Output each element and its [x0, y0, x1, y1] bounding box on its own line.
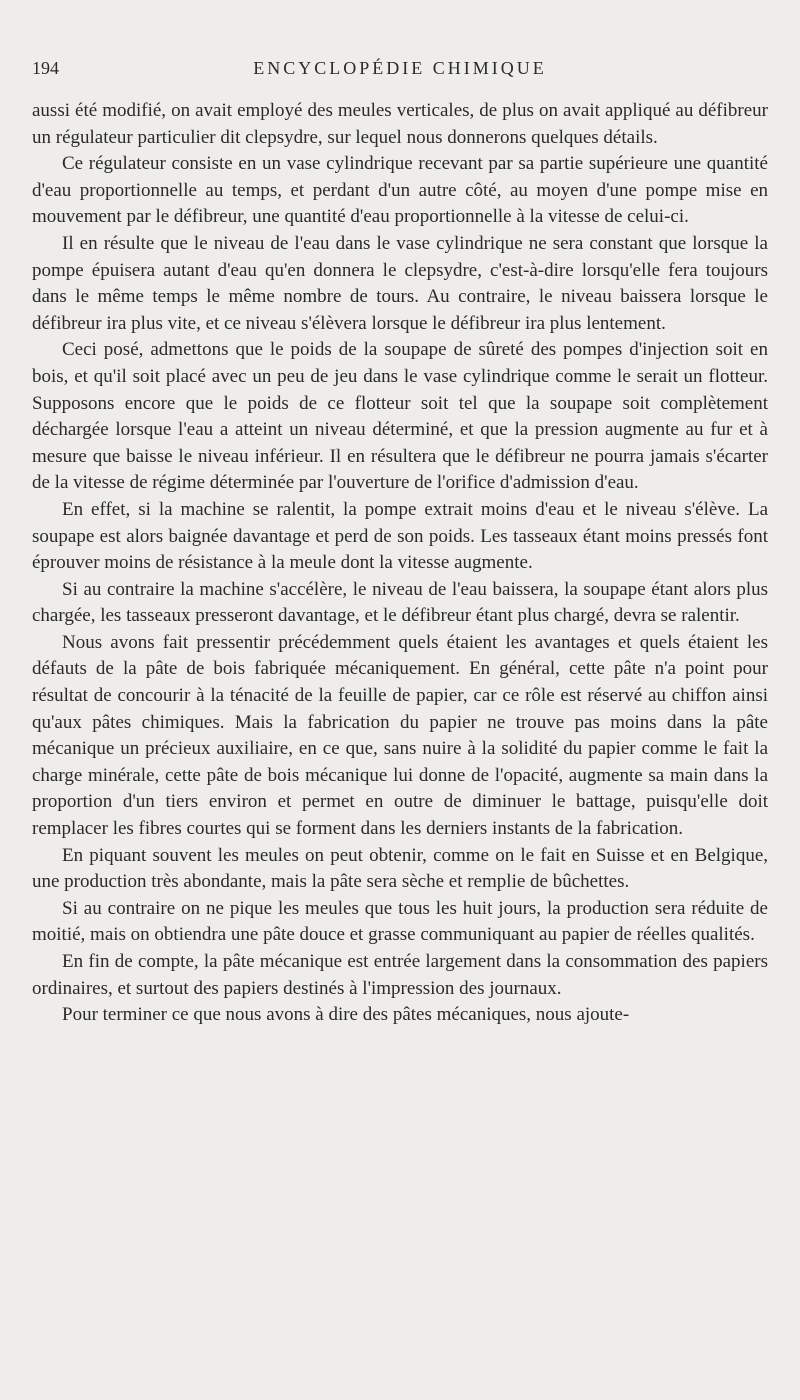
- running-title: ENCYCLOPÉDIE CHIMIQUE: [253, 58, 547, 78]
- paragraph: Nous avons fait pressentir précédemment quels étaient les avantages et quels étaient les défauts de la pâte de bois fabriquée mécaniquement. En général, cette pâte n'a point pour résultat de concourir à la ténacité de la feuille de papier, car ce rôle est réservé au chiffon ainsi qu'aux pâtes chimiques. Mais la fabrication du papier ne trouve pas moins dans la pâte mécanique un précieux auxiliaire, en ce que, sans nuire à la solidité du papier comme le fait la charge minérale, cette pâte de bois mécanique lui donne de l'opacité, augmente sa main dans la proportion d'un tiers environ et permet en outre de diminuer le battage, puisqu'elle doit remplacer les fibres courtes qui se forment dans les derniers instants de la fabrication.: [32, 631, 768, 840]
- body-text: [32, 98, 768, 1029]
- paragraph: Il en résulte que le niveau de l'eau dans le vase cylindrique ne sera constant que lorsque la pompe épuisera autant d'eau qu'en donnera le clepsydre, c'est-à-dire lorsqu'elle fera toujours dans le même temps le même nombre de tours. Au contraire, le niveau baissera lorsque le défibreur ira plus vite, et ce niveau s'élèvera lorsque le défibreur ira plus lentement.: [32, 232, 768, 334]
- paragraph-continued: aussi été modifié, on avait employé des meules verticales, de plus on avait appliqué au défibreur un régulateur particulier dit clepsydre, sur lequel nous donnerons quelques détails.: [32, 100, 768, 148]
- paragraph: Si au contraire on ne pique les meules que tous les huit jours, la production sera réduite de moitié, mais on obtiendra une pâte douce et grasse communiquant au papier de réelles qualités.: [32, 897, 768, 946]
- paragraph: En piquant souvent les meules on peut obtenir, comme on le fait en Suisse et en Belgique, une production très abondante, mais la pâte sera sèche et remplie de bûchettes.: [32, 844, 768, 893]
- page-number: 194: [32, 58, 59, 78]
- page-header: [32, 58, 768, 84]
- paragraph: En effet, si la machine se ralentit, la pompe extrait moins d'eau et le niveau s'élève. La soupape est alors baignée davantage et perd de son poids. Les tasseaux étant moins pressés font éprouver moins de résistance à la meule dont la vitesse augmente.: [32, 498, 768, 574]
- paragraph: Pour terminer ce que nous avons à dire des pâtes mécaniques, nous ajoute-: [62, 1004, 630, 1026]
- paragraph: Ce régulateur consiste en un vase cylindrique recevant par sa partie supérieure une quantité d'eau proportionnelle au temps, et perdant d'un autre côté, au moyen d'une pompe mise en mouvement par le défibreur, une quantité d'eau proportionnelle à la vitesse de celui-ci.: [32, 153, 768, 228]
- paragraph: Si au contraire la machine s'accélère, le niveau de l'eau baissera, la soupape étant alors plus chargée, les tasseaux presseront davantage, et le défibreur étant plus chargé, devra se ralentir.: [32, 578, 768, 627]
- paragraph: En fin de compte, la pâte mécanique est entrée largement dans la consommation des papiers ordinaires, et surtout des papiers destinés à l'impression des journaux.: [32, 951, 768, 999]
- paragraph: Ceci posé, admettons que le poids de la soupape de sûreté des pompes d'injection soit en bois, et qu'il soit placé avec un peu de jeu dans le vase cylindrique comme le serait un flotteur. Supposons encore que le poids de ce flotteur soit tel que la soupape soit complètement déchargée lorsque l'eau a atteint un niveau déterminé, et que la pression augmente au fur et à mesure que baisse le niveau inférieur. Il en résultera que le défibreur ne pourra jamais s'écarter de la vitesse de régime déterminée par l'ouverture de l'orifice d'admission d'eau.: [32, 339, 768, 494]
